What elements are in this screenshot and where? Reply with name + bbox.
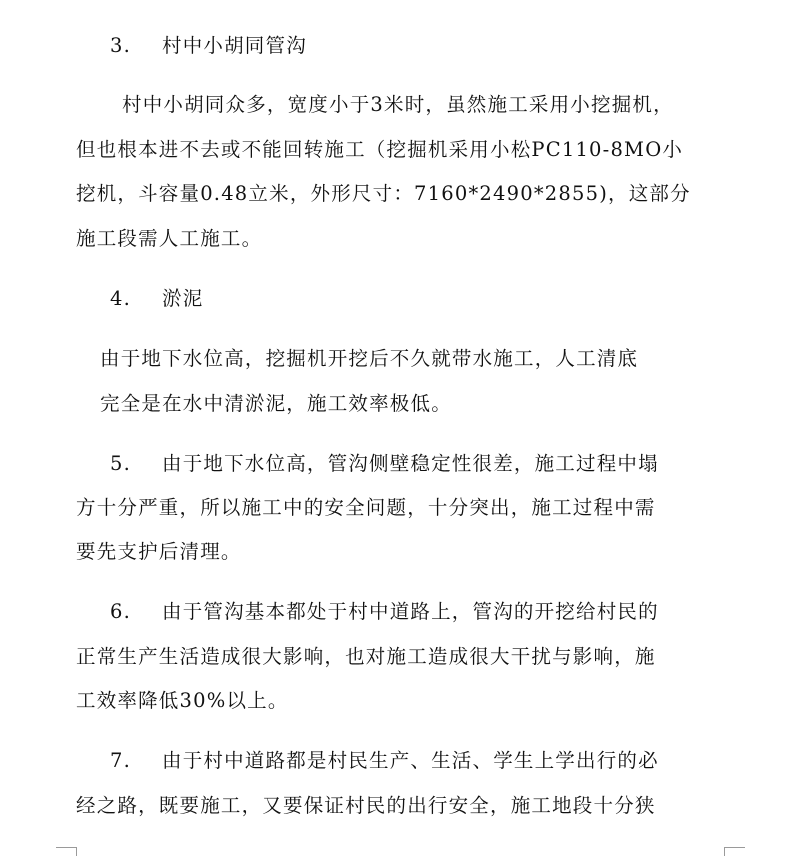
section-6-line-2: 正常生产生活造成很大影响，也对施工造成很大干扰与影响，施	[76, 645, 656, 668]
section-5-line-3: 要先支护后清理。	[76, 540, 242, 563]
section-5-number: 5.	[110, 452, 132, 475]
section-4-title: 淤泥	[162, 287, 204, 310]
section-7-text-1: 由于村中道路都是村民生产、生活、学生上学出行的必	[162, 749, 659, 772]
page-corner-mark-left	[56, 847, 77, 856]
section-3-line-2: 但也根本进不去或不能回转施工（挖掘机采用小松PC110-8MO小	[76, 138, 684, 161]
section-6-number: 6.	[110, 600, 132, 623]
section-4-line-1: 由于地下水位高，挖掘机开挖后不久就带水施工，人工清底	[100, 347, 639, 370]
section-6-line-1	[110, 599, 659, 625]
section-3-heading	[110, 33, 307, 59]
section-5-line-1	[110, 451, 659, 477]
section-3-line-3: 挖机，斗容量0.48立米，外形尺寸：7160*2490*2855)，这部分	[76, 182, 691, 205]
page-corner-mark-right	[724, 847, 745, 856]
section-4-line-2: 完全是在水中清淤泥，施工效率极低。	[100, 392, 452, 415]
section-7-line-2: 经之路，既要施工，又要保证村民的出行安全，施工地段十分狭	[76, 794, 656, 817]
section-7-number: 7.	[110, 749, 132, 772]
section-5-text-1: 由于地下水位高，管沟侧壁稳定性很差，施工过程中塌	[162, 452, 659, 475]
section-6-text-1: 由于管沟基本都处于村中道路上，管沟的开挖给村民的	[162, 600, 659, 623]
section-4-number: 4.	[110, 287, 132, 310]
section-5-line-2: 方十分严重，所以施工中的安全问题，十分突出，施工过程中需	[76, 496, 656, 519]
section-7-line-1	[110, 748, 659, 774]
section-6-line-3: 工效率降低30%以上。	[76, 689, 289, 712]
section-4-heading	[110, 286, 203, 312]
section-3-number: 3.	[110, 34, 132, 57]
section-3-title: 村中小胡同管沟	[162, 34, 307, 57]
section-3-line-1: 村中小胡同众多，宽度小于3米时，虽然施工采用小挖掘机，	[122, 93, 674, 116]
section-3-line-4: 施工段需人工施工。	[76, 227, 263, 250]
